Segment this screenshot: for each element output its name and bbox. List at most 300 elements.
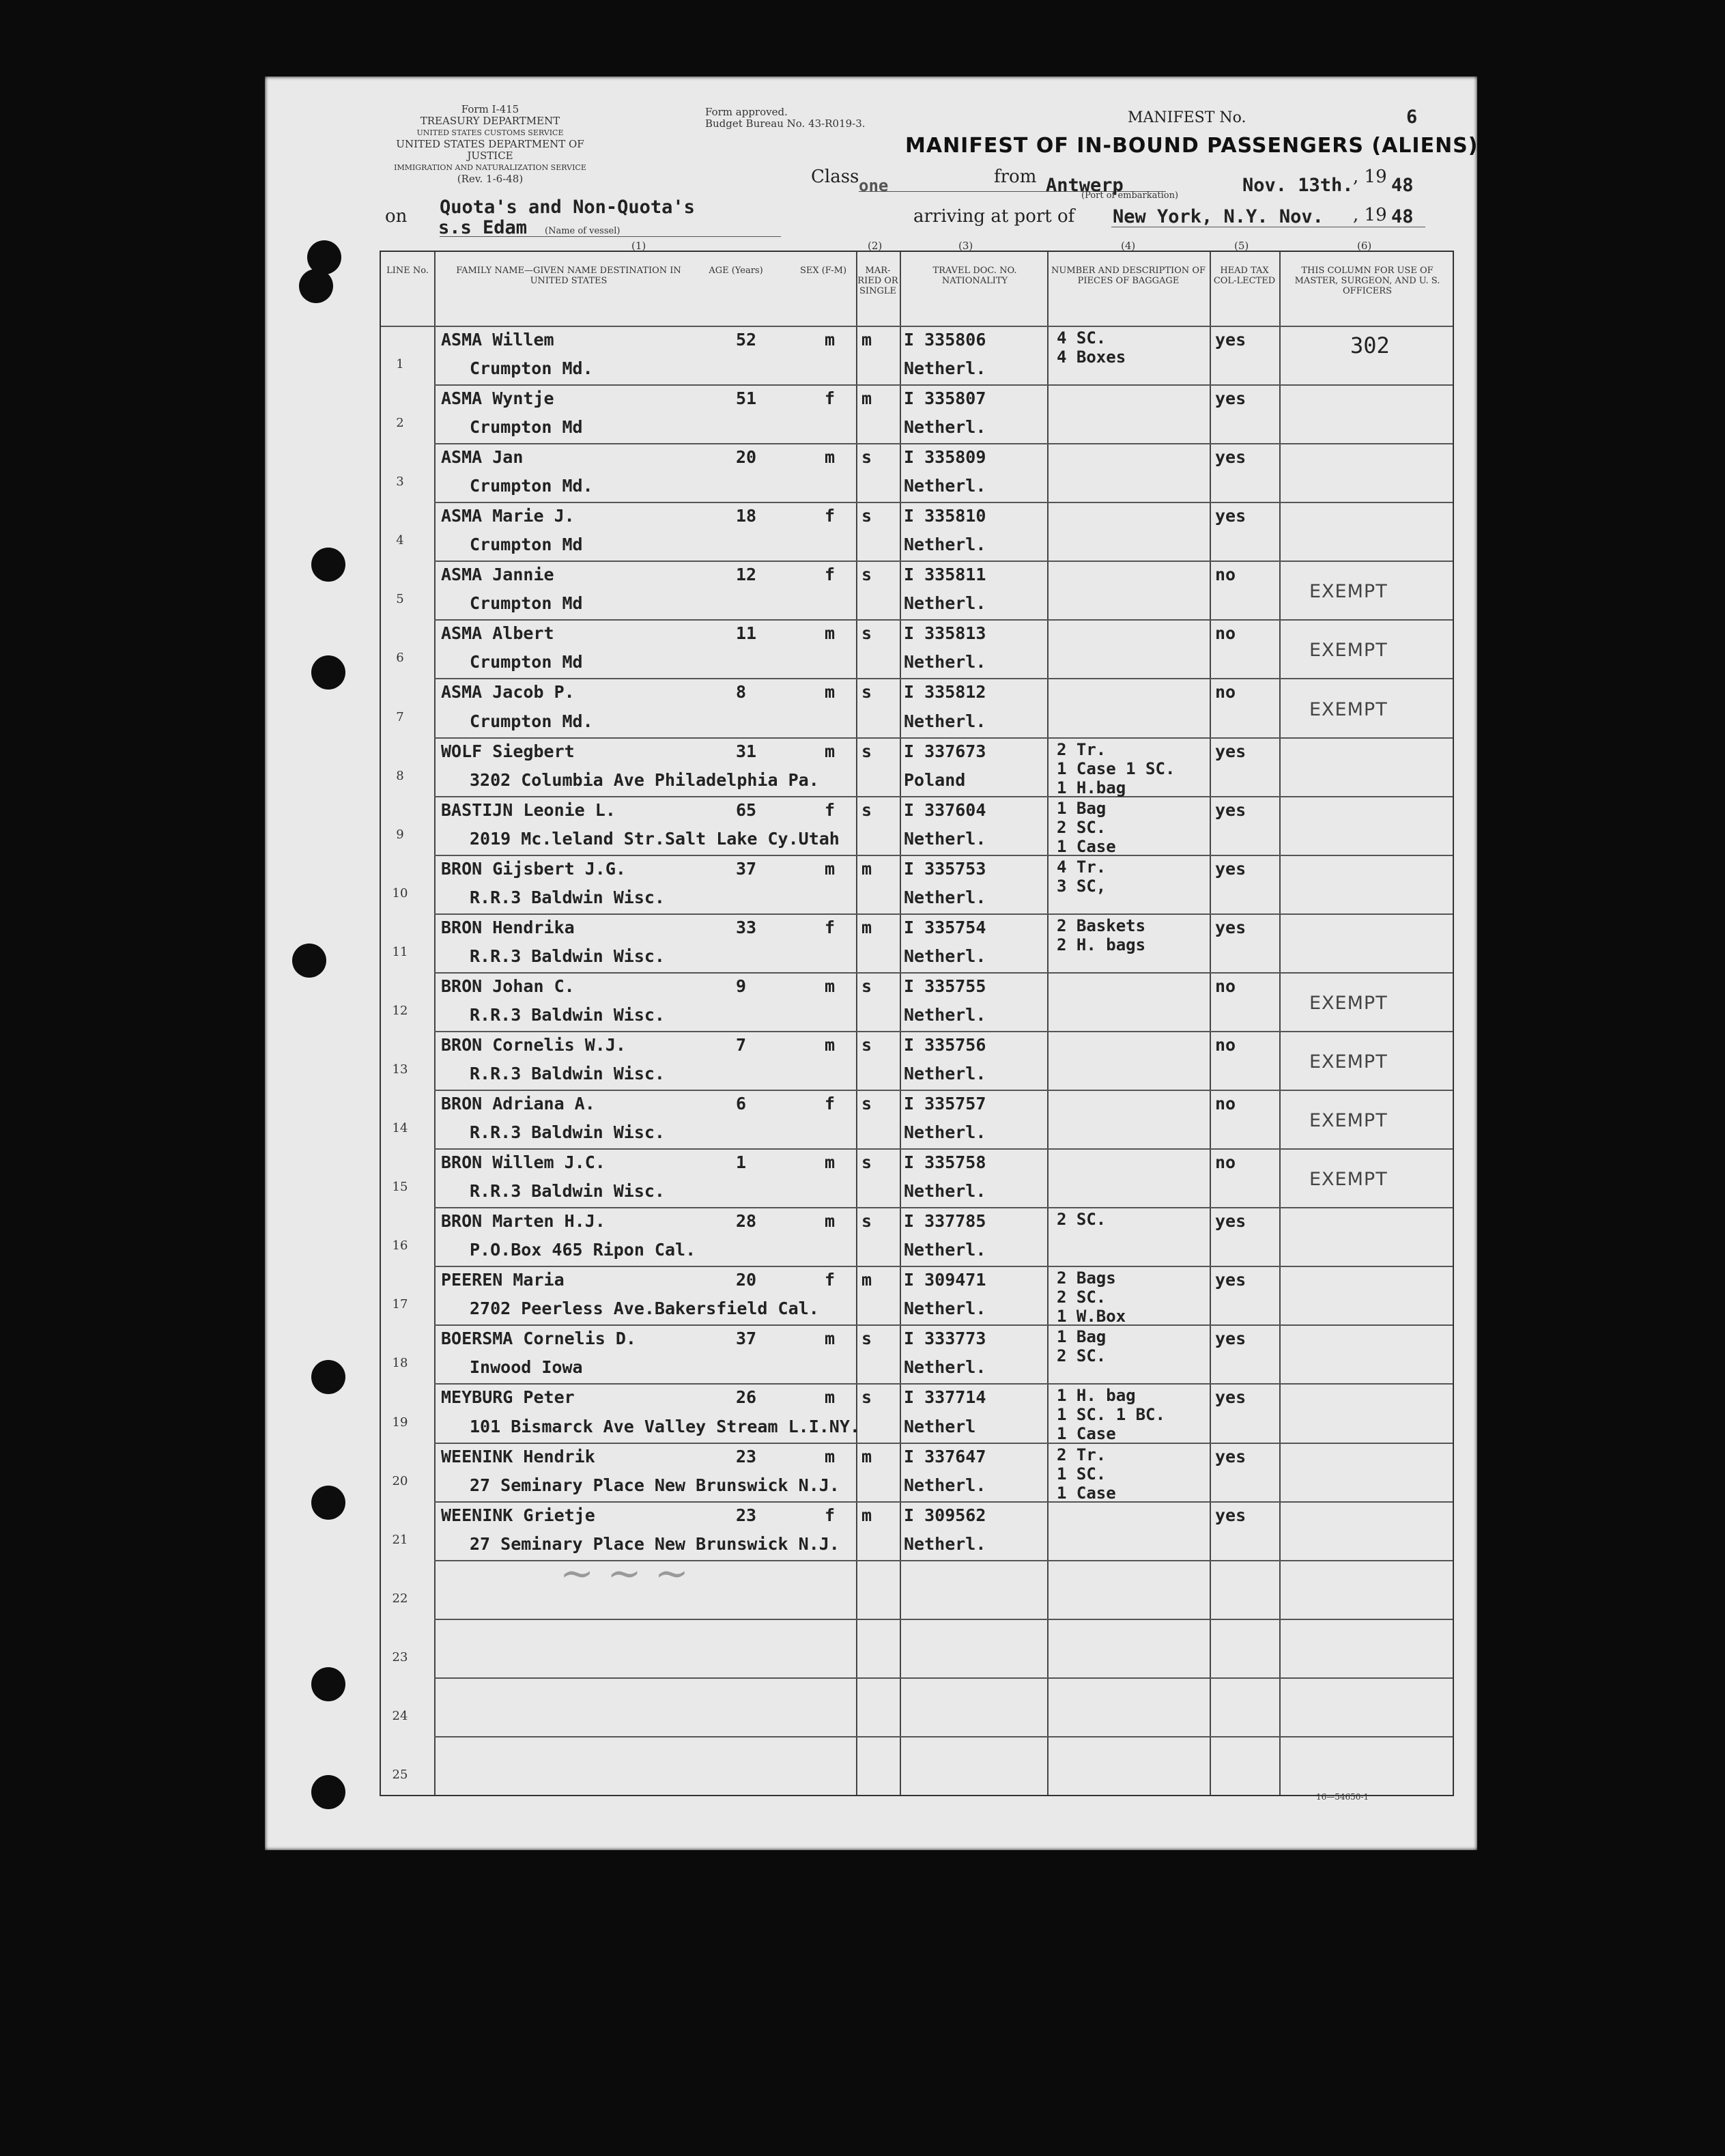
marital-status: s	[861, 799, 872, 820]
baggage-item: 1 Case	[1057, 1483, 1116, 1503]
destination: R.R.3 Baldwin Wisc.	[470, 1181, 665, 1202]
sex: m	[825, 1446, 836, 1466]
col-num-5: (5)	[1234, 240, 1249, 252]
baggage-item: 1 Case	[1057, 836, 1116, 856]
treasury-dept: TREASURY DEPARTMENT	[420, 115, 560, 127]
header-sex: SEX (F-M)	[799, 266, 847, 276]
marital-status: m	[861, 1270, 872, 1290]
vessel-underline	[440, 236, 781, 237]
destination: R.R.3 Baldwin Wisc.	[470, 887, 665, 907]
table-row	[381, 326, 1453, 384]
marital-status: s	[861, 506, 872, 526]
line-number: 11	[392, 944, 408, 959]
sex: f	[825, 799, 836, 820]
form-number: Form I-415	[461, 103, 519, 115]
travel-doc-no: I 335811	[904, 565, 986, 585]
line-number: 15	[392, 1180, 408, 1195]
table-row	[381, 1736, 1453, 1795]
passenger-name: WEENINK Grietje	[441, 1505, 595, 1525]
travel-doc-no: I 335806	[904, 330, 986, 350]
marital-status: s	[861, 447, 872, 468]
arriving-label: arriving at port of	[913, 206, 1075, 227]
nationality: Netherl.	[904, 1064, 986, 1084]
line-number: 17	[392, 1297, 408, 1312]
travel-doc-no: I 335758	[904, 1152, 986, 1173]
passenger-name: ASMA Jan	[441, 447, 524, 468]
age: 33	[736, 917, 757, 937]
nationality: Netherl.	[904, 711, 986, 731]
head-tax-collected: yes	[1215, 799, 1246, 820]
arrival-port: New York, N.Y. Nov.	[1113, 206, 1324, 227]
marital-status: m	[861, 917, 872, 937]
marital-status: m	[861, 1505, 872, 1525]
age: 26	[736, 1387, 757, 1408]
form-agency-block	[388, 104, 593, 185]
travel-doc-no: I 335753	[904, 858, 986, 879]
header-name: FAMILY NAME—GIVEN NAME DESTINATION IN UNITED STATES	[456, 266, 681, 286]
line-number: 21	[392, 1532, 408, 1547]
age: 23	[736, 1505, 757, 1525]
travel-doc-no: I 337785	[904, 1211, 986, 1232]
year2-prefix: , 19	[1353, 205, 1387, 225]
line-number: 5	[396, 592, 404, 607]
exempt-stamp: EXEMPT	[1309, 1110, 1388, 1132]
vessel-name: s.s Edam	[438, 217, 528, 238]
class-value: one	[859, 176, 889, 195]
travel-doc-no: I 309562	[904, 1505, 986, 1525]
head-tax-collected: yes	[1215, 1505, 1246, 1525]
age: 52	[736, 330, 757, 350]
travel-doc-no: I 335757	[904, 1094, 986, 1114]
head-tax-collected: yes	[1215, 741, 1246, 761]
passenger-name: BRON Marten H.J.	[441, 1211, 605, 1232]
passenger-name: BRON Adriana A.	[441, 1094, 595, 1114]
baggage-item: 2 Bags	[1057, 1268, 1116, 1288]
passenger-name: ASMA Albert	[441, 623, 554, 644]
head-tax-collected: no	[1215, 1094, 1236, 1114]
destination: R.R.3 Baldwin Wisc.	[470, 1122, 665, 1143]
sex: f	[825, 506, 836, 526]
approval-block	[705, 107, 866, 130]
passenger-table	[380, 251, 1454, 1796]
age: 1	[736, 1152, 747, 1173]
head-tax-collected: no	[1215, 565, 1236, 585]
age: 51	[736, 388, 757, 409]
sex: m	[825, 1387, 836, 1408]
table-row	[381, 855, 1453, 913]
baggage-item: 1 SC. 1 BC.	[1057, 1405, 1165, 1425]
binder-hole	[311, 1667, 345, 1701]
destination: Crumpton Md	[470, 652, 583, 672]
passenger-name: WOLF Siegbert	[441, 741, 575, 761]
passenger-name: BOERSMA Cornelis D.	[441, 1329, 636, 1349]
binder-hole	[311, 1775, 345, 1809]
marital-status: s	[861, 976, 872, 996]
baggage-item: 1 W.Box	[1057, 1307, 1126, 1327]
marital-status: s	[861, 1329, 872, 1349]
sex: m	[825, 330, 836, 350]
table-row	[381, 561, 1453, 619]
head-tax-collected: no	[1215, 623, 1236, 644]
table-row	[381, 1148, 1453, 1207]
destination: R.R.3 Baldwin Wisc.	[470, 946, 665, 966]
line-number: 7	[396, 709, 404, 724]
table-row	[381, 1383, 1453, 1442]
travel-doc-no: I 335756	[904, 1034, 986, 1055]
line-number: 19	[392, 1415, 408, 1430]
baggage-item: 2 SC.	[1057, 1346, 1107, 1366]
head-tax-collected: no	[1215, 1152, 1236, 1173]
sex: m	[825, 1329, 836, 1349]
passenger-name: WEENINK Hendrik	[441, 1446, 595, 1466]
baggage-item: 2 Tr.	[1057, 739, 1107, 759]
nationality: Netherl.	[904, 1240, 986, 1260]
head-tax-collected: no	[1215, 682, 1236, 703]
marital-status: s	[861, 565, 872, 585]
marital-status: m	[861, 1446, 872, 1466]
exempt-stamp: EXEMPT	[1309, 640, 1388, 662]
sex: f	[825, 1094, 836, 1114]
from-label: from	[994, 167, 1037, 187]
travel-doc-no: I 335807	[904, 388, 986, 409]
vessel-note: (Name of vessel)	[545, 226, 621, 236]
col-num-3: (3)	[958, 240, 973, 252]
nationality: Netherl.	[904, 1533, 986, 1554]
passenger-name: BASTIJN Leonie L.	[441, 799, 616, 820]
baggage-item: 2 SC.	[1057, 817, 1107, 837]
table-row	[381, 1090, 1453, 1148]
embarkation-note: (Port of embarkation)	[1081, 190, 1179, 201]
destination: Crumpton Md	[470, 593, 583, 614]
nationality: Netherl.	[904, 828, 986, 849]
table-row	[381, 796, 1453, 855]
sex: m	[825, 682, 836, 703]
age: 11	[736, 623, 757, 644]
manifest-label: MANIFEST No.	[1128, 109, 1246, 126]
line-number: 13	[392, 1062, 408, 1077]
year1-prefix: , 19	[1353, 167, 1387, 187]
header-officers: THIS COLUMN FOR USE OF MASTER, SURGEON, AND U. S. OFFICERS	[1294, 266, 1440, 296]
travel-doc-no: I 335755	[904, 976, 986, 996]
baggage-item: 2 Baskets	[1057, 916, 1146, 935]
sex: m	[825, 976, 836, 996]
baggage-item: 3 SC,	[1057, 876, 1107, 896]
sex: m	[825, 623, 836, 644]
line-number: 20	[392, 1473, 408, 1488]
exempt-stamp: EXEMPT	[1309, 581, 1388, 603]
nationality: Netherl	[904, 1416, 976, 1436]
binder-hole	[299, 269, 333, 303]
destination: Crumpton Md.	[470, 358, 593, 379]
age: 18	[736, 506, 757, 526]
travel-doc-no: I 337647	[904, 1446, 986, 1466]
table-row	[381, 1324, 1453, 1383]
line-number: 23	[392, 1649, 408, 1664]
form-revision: (Rev. 1-6-48)	[457, 173, 524, 185]
nationality: Netherl.	[904, 1475, 986, 1495]
handwritten-signature: ~ ~ ~	[560, 1550, 689, 1598]
line-number: 4	[396, 533, 404, 548]
baggage-item: 1 H.bag	[1057, 778, 1126, 797]
table-row	[381, 678, 1453, 737]
age: 37	[736, 858, 757, 879]
header-baggage: NUMBER AND DESCRIPTION OF PIECES OF BAGGAGE	[1051, 266, 1206, 286]
destination: 27 Seminary Place New Brunswick N.J.	[470, 1475, 840, 1495]
destination: Crumpton Md	[470, 417, 583, 438]
destination: R.R.3 Baldwin Wisc.	[470, 1064, 665, 1084]
line-number: 3	[396, 474, 404, 490]
baggage-item: 1 Case 1 SC.	[1057, 758, 1175, 778]
destination: Crumpton Md	[470, 535, 583, 555]
vessel-line-1: Quota's and Non-Quota's	[440, 197, 695, 218]
head-tax-collected: yes	[1215, 1329, 1246, 1349]
col-num-2: (2)	[868, 240, 883, 252]
nationality: Netherl.	[904, 476, 986, 496]
exempt-stamp: EXEMPT	[1309, 992, 1388, 1014]
form-approved: Form approved.	[705, 106, 788, 118]
exempt-stamp: EXEMPT	[1309, 698, 1388, 720]
marital-status: s	[861, 741, 872, 761]
nationality: Netherl.	[904, 887, 986, 907]
embarkation-port: Antwerp	[1046, 175, 1124, 196]
footer-code: 16—54650-1	[1316, 1792, 1369, 1802]
nationality: Netherl.	[904, 1004, 986, 1025]
nationality: Netherl.	[904, 1357, 986, 1378]
header-head-tax: HEAD TAX COL-LECTED	[1213, 266, 1276, 286]
line-number: 8	[396, 768, 404, 783]
table-row	[381, 619, 1453, 678]
baggage-item: 4 SC.	[1057, 328, 1107, 347]
line-number: 22	[392, 1591, 408, 1606]
passenger-name: BRON Cornelis W.J.	[441, 1034, 626, 1055]
baggage-item: 1 H. bag	[1057, 1386, 1136, 1406]
head-tax-collected: no	[1215, 976, 1236, 996]
passenger-name: BRON Willem J.C.	[441, 1152, 605, 1173]
age: 7	[736, 1034, 747, 1055]
baggage-item: 1 Case	[1057, 1424, 1116, 1444]
age: 23	[736, 1446, 757, 1466]
table-row	[381, 384, 1453, 443]
baggage-item: 1 SC.	[1057, 1464, 1107, 1484]
destination: Inwood Iowa	[470, 1357, 583, 1378]
nationality: Netherl.	[904, 1299, 986, 1319]
head-tax-collected: yes	[1215, 1446, 1246, 1466]
sex: m	[825, 1034, 836, 1055]
nationality: Poland	[904, 769, 966, 790]
head-tax-collected: yes	[1215, 917, 1246, 937]
sex: f	[825, 1505, 836, 1525]
header-age: AGE (Years)	[709, 266, 763, 276]
binder-hole	[311, 655, 345, 690]
nationality: Netherl.	[904, 946, 986, 966]
col-num-4: (4)	[1121, 240, 1136, 252]
marital-status: s	[861, 1152, 872, 1173]
line-number: 10	[392, 885, 408, 900]
binder-hole	[311, 548, 345, 582]
page-title: MANIFEST OF IN-BOUND PASSENGERS (ALIENS)	[905, 134, 1479, 158]
header-line-no: LINE No.	[386, 266, 429, 276]
passenger-name: BRON Johan C.	[441, 976, 575, 996]
ins-service: IMMIGRATION AND NATURALIZATION SERVICE	[394, 163, 586, 172]
age: 9	[736, 976, 747, 996]
col-num-1: (1)	[631, 240, 646, 252]
sex: m	[825, 447, 836, 468]
head-tax-collected: yes	[1215, 1387, 1246, 1408]
marital-status: s	[861, 1211, 872, 1232]
baggage-item: 2 H. bags	[1057, 935, 1146, 954]
marital-status: s	[861, 1387, 872, 1408]
marital-status: s	[861, 682, 872, 703]
marital-status: s	[861, 623, 872, 644]
nationality: Netherl.	[904, 593, 986, 614]
on-label: on	[385, 206, 408, 227]
passenger-name: MEYBURG Peter	[441, 1387, 575, 1408]
destination: 2702 Peerless Ave.Bakersfield Cal.	[470, 1299, 819, 1319]
nationality: Netherl.	[904, 535, 986, 555]
table-row	[381, 913, 1453, 972]
destination: R.R.3 Baldwin Wisc.	[470, 1004, 665, 1025]
line-number: 9	[396, 827, 404, 842]
passenger-name: PEEREN Maria	[441, 1270, 565, 1290]
passenger-name: BRON Gijsbert J.G.	[441, 858, 626, 879]
table-row	[381, 1501, 1453, 1560]
sex: m	[825, 1152, 836, 1173]
baggage-item: 2 Tr.	[1057, 1445, 1107, 1464]
justice-dept: UNITED STATES DEPARTMENT OF JUSTICE	[396, 138, 584, 162]
table-row	[381, 1677, 1453, 1736]
baggage-item: 4 Tr.	[1057, 857, 1107, 877]
sex: f	[825, 388, 836, 409]
destination: 101 Bismarck Ave Valley Stream L.I.NY.	[470, 1416, 860, 1436]
manifest-number: 6	[1406, 107, 1418, 128]
destination: P.O.Box 465 Ripon Cal.	[470, 1240, 696, 1260]
table-row	[381, 1207, 1453, 1266]
line-number: 1	[396, 357, 404, 372]
line-number: 25	[392, 1767, 408, 1782]
line-number: 18	[392, 1356, 408, 1371]
binder-hole	[311, 1360, 345, 1394]
sex: m	[825, 741, 836, 761]
destination: 2019 Mc.leland Str.Salt Lake Cy.Utah	[470, 828, 840, 849]
table-row	[381, 443, 1453, 502]
nationality: Netherl.	[904, 1122, 986, 1143]
marital-status: m	[861, 330, 872, 350]
table-row	[381, 1619, 1453, 1677]
nationality: Netherl.	[904, 652, 986, 672]
sex: m	[825, 1211, 836, 1232]
header-married: MAR-RIED OR SINGLE	[857, 266, 898, 296]
binder-hole	[311, 1486, 345, 1520]
travel-doc-no: I 333773	[904, 1329, 986, 1349]
travel-doc-no: I 335809	[904, 447, 986, 468]
baggage-item: 1 Bag	[1057, 1327, 1107, 1347]
class-label: Class	[811, 167, 859, 187]
head-tax-collected: yes	[1215, 330, 1246, 350]
passenger-name: ASMA Jacob P.	[441, 682, 575, 703]
sex: f	[825, 917, 836, 937]
baggage-item: 2 SC.	[1057, 1210, 1107, 1230]
line-number: 2	[396, 416, 404, 431]
age: 8	[736, 682, 747, 703]
table-row	[381, 972, 1453, 1031]
travel-doc-no: I 335813	[904, 623, 986, 644]
baggage-item: 1 Bag	[1057, 798, 1107, 818]
sex: f	[825, 565, 836, 585]
age: 31	[736, 741, 757, 761]
year1: 48	[1391, 175, 1414, 196]
head-tax-collected: no	[1215, 1034, 1236, 1055]
head-tax-collected: yes	[1215, 1211, 1246, 1232]
marital-status: m	[861, 388, 872, 409]
exempt-stamp: EXEMPT	[1309, 1051, 1388, 1073]
header-travel-doc: TRAVEL DOC. NO. NATIONALITY	[932, 266, 1017, 286]
year2: 48	[1391, 206, 1414, 227]
sex: m	[825, 858, 836, 879]
table-row	[381, 1266, 1453, 1327]
passenger-name: ASMA Willem	[441, 330, 554, 350]
exempt-stamp: EXEMPT	[1309, 1169, 1388, 1191]
baggage-item: 4 Boxes	[1057, 347, 1126, 367]
travel-doc-no: I 335810	[904, 506, 986, 526]
table-row	[381, 1443, 1453, 1501]
destination: 27 Seminary Place New Brunswick N.J.	[470, 1533, 840, 1554]
passenger-name: ASMA Marie J.	[441, 506, 575, 526]
marital-status: m	[861, 858, 872, 879]
baggage-item: 2 SC.	[1057, 1288, 1107, 1307]
head-tax-collected: yes	[1215, 388, 1246, 409]
age: 65	[736, 799, 757, 820]
marital-status: s	[861, 1034, 872, 1055]
line-number: 6	[396, 651, 404, 666]
line-number: 16	[392, 1238, 408, 1253]
passenger-name: ASMA Jannie	[441, 565, 554, 585]
nationality: Netherl.	[904, 358, 986, 379]
age: 6	[736, 1094, 747, 1114]
budget-bureau: Budget Bureau No. 43-R019-3.	[705, 117, 866, 130]
head-tax-collected: yes	[1215, 506, 1246, 526]
table-row	[381, 1560, 1453, 1619]
age: 20	[736, 447, 757, 468]
travel-doc-no: I 309471	[904, 1270, 986, 1290]
destination: Crumpton Md.	[470, 711, 593, 731]
customs-service: UNITED STATES CUSTOMS SERVICE	[416, 128, 564, 137]
line-number: 14	[392, 1121, 408, 1136]
line-number: 24	[392, 1708, 408, 1723]
table-row	[381, 502, 1453, 561]
col-num-6: (6)	[1357, 240, 1372, 252]
travel-doc-no: I 335812	[904, 682, 986, 703]
passenger-name: BRON Hendrika	[441, 917, 575, 937]
nationality: Netherl.	[904, 417, 986, 438]
age: 37	[736, 1329, 757, 1349]
age: 28	[736, 1211, 757, 1232]
embarkation-date: Nov. 13th.	[1242, 175, 1354, 196]
table-row	[381, 737, 1453, 796]
age: 12	[736, 565, 757, 585]
binder-hole	[292, 944, 326, 978]
travel-doc-no: I 337673	[904, 741, 986, 761]
sex: f	[825, 1270, 836, 1290]
line-number: 12	[392, 1003, 408, 1018]
officer-note: 302	[1350, 332, 1390, 358]
travel-doc-no: I 337604	[904, 799, 986, 820]
age: 20	[736, 1270, 757, 1290]
travel-doc-no: I 337714	[904, 1387, 986, 1408]
head-tax-collected: yes	[1215, 1270, 1246, 1290]
passenger-name: ASMA Wyntje	[441, 388, 554, 409]
nationality: Netherl.	[904, 1181, 986, 1202]
head-tax-collected: yes	[1215, 858, 1246, 879]
